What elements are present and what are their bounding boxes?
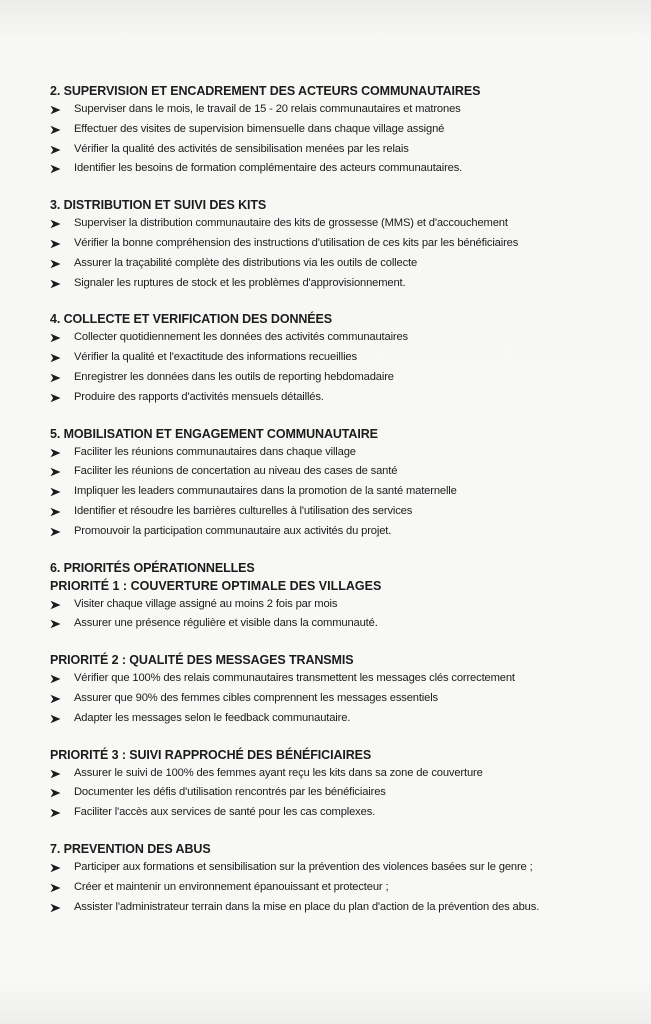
list-item: [50, 858, 625, 878]
arrow-bullet-icon: [50, 120, 64, 140]
arrow-bullet-icon: [50, 595, 64, 615]
section-priorities: [50, 559, 625, 635]
list-item: [50, 669, 625, 689]
list-item: [50, 120, 625, 140]
list-item-text: Identifier et résoudre les barrières culturelles à l'utilisation des services: [74, 504, 413, 517]
list-item-text: Superviser la distribution communautaire des kits de grossesse (MMS) et d'accouchement: [74, 217, 508, 230]
list-item: [50, 709, 625, 729]
arrow-bullet-icon: [50, 783, 64, 803]
arrow-bullet-icon: [50, 803, 64, 823]
list-item: [50, 274, 625, 294]
list-item-text: Documenter les défis d'utilisation rencontrés par les bénéficiaires: [74, 786, 386, 799]
arrow-bullet-icon: [50, 274, 64, 294]
list-item-text: Faciliter les réunions de concertation au niveau des cases de santé: [74, 465, 398, 478]
list-item-text: Identifier les besoins de formation complémentaire des acteurs communautaires.: [74, 162, 463, 175]
list-item-text: Signaler les ruptures de stock et les problèmes d'approvisionnement.: [74, 276, 406, 289]
arrow-bullet-icon: [50, 898, 64, 918]
section-priority-2: [50, 651, 625, 728]
list-item: [50, 689, 625, 709]
list-item: [50, 443, 625, 463]
list-item-text: Vérifier la qualité et l'exactitude des informations recueillies: [74, 351, 357, 364]
list-item-text: Assister l'administrateur terrain dans la mise en place du plan d'action de la prévention des abus.: [74, 900, 540, 913]
arrow-bullet-icon: [50, 764, 64, 784]
list-item: [50, 462, 625, 482]
list-item: [50, 328, 625, 348]
bullet-list: [50, 443, 625, 542]
arrow-bullet-icon: [50, 214, 64, 234]
list-item: [50, 878, 625, 898]
arrow-bullet-icon: [50, 858, 64, 878]
arrow-bullet-icon: [50, 689, 64, 709]
arrow-bullet-icon: [50, 522, 64, 542]
arrow-bullet-icon: [50, 140, 64, 160]
section-distribution: [50, 196, 625, 293]
arrow-bullet-icon: [50, 462, 64, 482]
list-item: [50, 764, 625, 784]
list-item-text: Collecter quotidiennement les données des activités communautaires: [74, 331, 408, 344]
list-item-text: Adapter les messages selon le feedback communautaire.: [74, 711, 351, 724]
list-item: [50, 348, 625, 368]
list-item-text: Assurer la traçabilité complète des distributions via les outils de collecte: [74, 256, 418, 269]
arrow-bullet-icon: [50, 709, 64, 729]
priority-heading: PRIORITÉ 1 : COUVERTURE OPTIMALE DES VILLAGES: [50, 578, 382, 593]
arrow-bullet-icon: [50, 368, 64, 388]
list-item: [50, 388, 625, 408]
section-heading: 2. SUPERVISION ET ENCADREMENT DES ACTEURS COMMUNAUTAIRES: [50, 84, 481, 98]
arrow-bullet-icon: [50, 348, 64, 368]
arrow-bullet-icon: [50, 254, 64, 274]
list-item-text: Superviser dans le mois, le travail de 15 - 20 relais communautaires et matrones: [74, 103, 461, 115]
list-item-text: Faciliter les réunions communautaires dans chaque village: [74, 445, 356, 458]
list-item: [50, 234, 625, 254]
list-item: [50, 100, 625, 120]
list-item-text: Faciliter l'accès aux services de santé pour les cas complexes.: [74, 806, 376, 819]
arrow-bullet-icon: [50, 482, 64, 502]
bullet-list: [50, 595, 625, 635]
bullet-list: [50, 764, 625, 823]
list-item-text: Produire des rapports d'activités mensuels détaillés.: [74, 390, 324, 403]
section-heading: 5. MOBILISATION ET ENGAGEMENT COMMUNAUTAIRE: [50, 426, 378, 441]
arrow-bullet-icon: [50, 502, 64, 522]
arrow-bullet-icon: [50, 443, 64, 463]
list-item-text: Assurer que 90% des femmes cibles comprennent les messages essentiels: [74, 691, 438, 704]
section-heading: 3. DISTRIBUTION ET SUIVI DES KITS: [50, 198, 267, 213]
list-item: [50, 368, 625, 388]
list-item: [50, 159, 625, 179]
list-item-text: Participer aux formations et sensibilisation sur la prévention des violences basées sur le genre ;: [74, 860, 533, 873]
section-priority-3: [50, 746, 625, 823]
list-item-text: Enregistrer les données dans les outils de reporting hebdomadaire: [74, 370, 394, 383]
list-item: [50, 140, 625, 160]
arrow-bullet-icon: [50, 878, 64, 898]
section-mobilisation: [50, 425, 625, 542]
priority-heading: PRIORITÉ 3 : SUIVI RAPPROCHÉ DES BÉNÉFICIAIRES: [50, 747, 372, 762]
arrow-bullet-icon: [50, 388, 64, 408]
list-item-text: Promouvoir la participation communautaire aux activités du projet.: [74, 524, 392, 537]
list-item: [50, 214, 625, 234]
list-item: [50, 595, 625, 615]
list-item-text: Visiter chaque village assigné au moins 2 fois par mois: [74, 597, 338, 610]
arrow-bullet-icon: [50, 669, 64, 689]
list-item: [50, 898, 625, 918]
document-body: [50, 82, 625, 934]
list-item-text: Vérifier que 100% des relais communautaires transmettent les messages clés correctement: [74, 672, 515, 685]
bullet-list: [50, 669, 625, 728]
arrow-bullet-icon: [50, 234, 64, 254]
list-item: [50, 502, 625, 522]
section-heading: 4. COLLECTE ET VERIFICATION DES DONNÉES: [50, 312, 333, 327]
list-item: [50, 254, 625, 274]
list-item: [50, 783, 625, 803]
priority-heading: PRIORITÉ 2 : QUALITÉ DES MESSAGES TRANSMIS: [50, 653, 354, 668]
list-item-text: Impliquer les leaders communautaires dans la promotion de la santé maternelle: [74, 485, 457, 498]
list-item-text: Vérifier la qualité des activités de sensibilisation menées par les relais: [74, 142, 409, 155]
bullet-list: [50, 214, 625, 293]
bullet-list: [50, 328, 625, 407]
section-heading: 6. PRIORITÉS OPÉRATIONNELLES: [50, 560, 255, 575]
list-item-text: Assurer une présence régulière et visible dans la communauté.: [74, 617, 378, 630]
bullet-list: [50, 858, 625, 917]
section-data-collection: [50, 310, 625, 407]
list-item: [50, 522, 625, 542]
list-item-text: Effectuer des visites de supervision bimensuelle dans chaque village assigné: [74, 122, 445, 135]
list-item-text: Créer et maintenir un environnement épanouissant et protecteur ;: [74, 880, 389, 893]
section-heading: 7. PREVENTION DES ABUS: [50, 841, 211, 856]
bullet-list: [50, 100, 625, 179]
list-item-text: Assurer le suivi de 100% des femmes ayant reçu les kits dans sa zone de couverture: [74, 766, 483, 779]
arrow-bullet-icon: [50, 159, 64, 179]
list-item: [50, 482, 625, 502]
arrow-bullet-icon: [50, 614, 64, 634]
list-item: [50, 803, 625, 823]
list-item: [50, 614, 625, 634]
arrow-bullet-icon: [50, 328, 64, 348]
section-supervision: [50, 82, 625, 179]
list-item-text: Vérifier la bonne compréhension des instructions d'utilisation de ces kits par les bénéficiaires: [74, 236, 519, 249]
arrow-bullet-icon: [50, 100, 64, 120]
section-abuse-prevention: [50, 840, 625, 917]
